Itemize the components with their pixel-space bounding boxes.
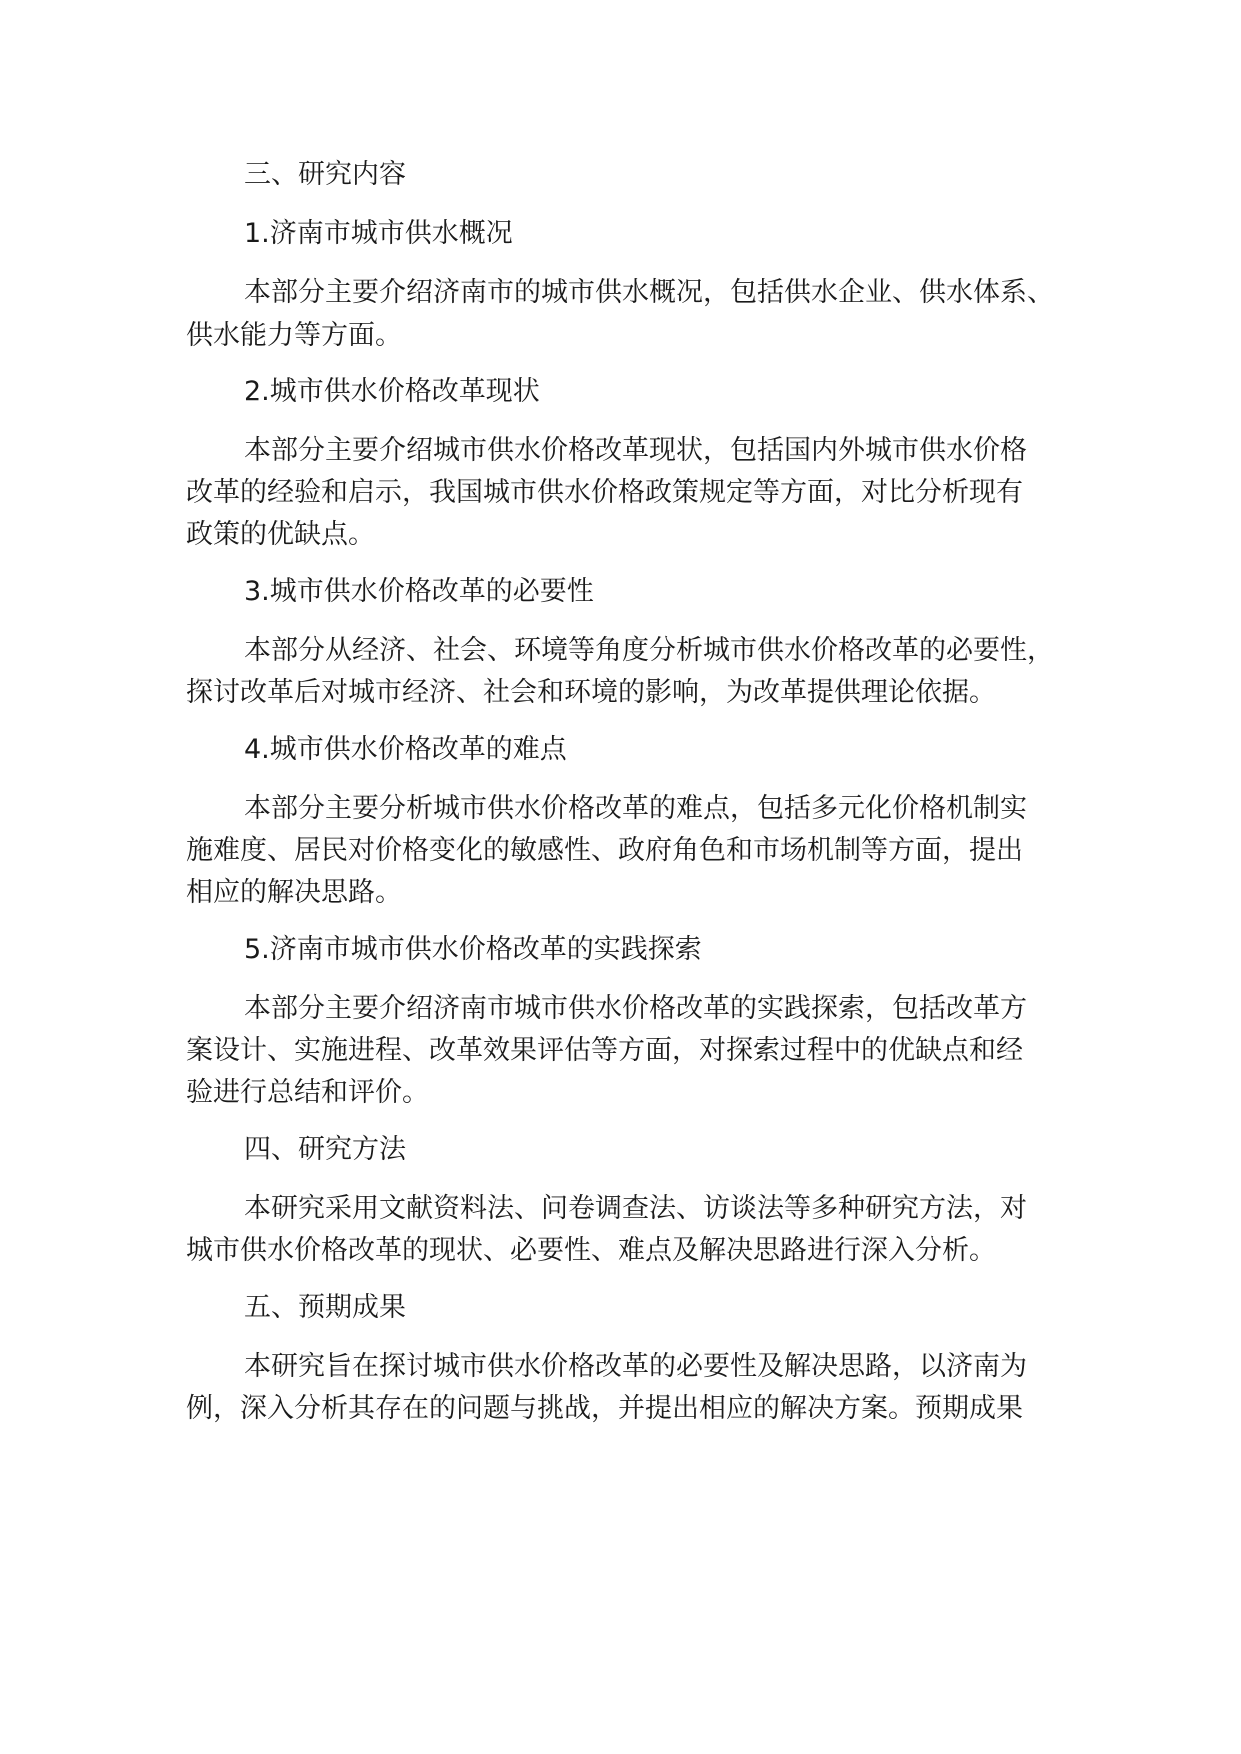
section-heading-research-content: 三、研究内容: [244, 159, 406, 190]
paragraph-line: 探讨改革后对城市经济、社会和环境的影响，为改革提供理论依据。: [186, 677, 996, 708]
paragraph-line: 本部分主要介绍济南市城市供水价格改革的实践探索，包括改革方: [244, 993, 1027, 1024]
subsection-heading-5: 5.济南市城市供水价格改革的实践探索: [244, 934, 702, 965]
paragraph-line: 本研究采用文献资料法、问卷调查法、访谈法等多种研究方法，对: [244, 1193, 1027, 1224]
paragraph-line: 本部分从经济、社会、环境等角度分析城市供水价格改革的必要性，: [244, 635, 1054, 666]
section-heading-research-methods: 四、研究方法: [244, 1134, 406, 1165]
paragraph-line: 案设计、实施进程、改革效果评估等方面，对探索过程中的优缺点和经: [186, 1035, 1023, 1066]
paragraph-line: 本研究旨在探讨城市供水价格改革的必要性及解决思路，以济南为: [244, 1351, 1027, 1382]
paragraph-line: 本部分主要介绍济南市的城市供水概况，包括供水企业、供水体系、: [244, 277, 1054, 308]
paragraph-line: 验进行总结和评价。: [186, 1077, 429, 1108]
paragraph-line: 政策的优缺点。: [186, 519, 375, 550]
subsection-heading-2: 2.城市供水价格改革现状: [244, 376, 540, 407]
paragraph-line: 相应的解决思路。: [186, 877, 402, 908]
paragraph-line: 城市供水价格改革的现状、必要性、难点及解决思路进行深入分析。: [186, 1235, 996, 1266]
paragraph-line: 例，深入分析其存在的问题与挑战，并提出相应的解决方案。预期成果: [186, 1393, 1023, 1424]
paragraph-line: 改革的经验和启示，我国城市供水价格政策规定等方面，对比分析现有: [186, 477, 1023, 508]
section-heading-expected-results: 五、预期成果: [244, 1292, 406, 1323]
paragraph-line: 本部分主要分析城市供水价格改革的难点，包括多元化价格机制实: [244, 793, 1027, 824]
paragraph-line: 施难度、居民对价格变化的敏感性、政府角色和市场机制等方面，提出: [186, 835, 1023, 866]
subsection-heading-4: 4.城市供水价格改革的难点: [244, 734, 567, 765]
subsection-heading-3: 3.城市供水价格改革的必要性: [244, 576, 594, 607]
subsection-heading-1: 1.济南市城市供水概况: [244, 218, 513, 249]
paragraph-line: 本部分主要介绍城市供水价格改革现状，包括国内外城市供水价格: [244, 435, 1027, 466]
paragraph-line: 供水能力等方面。: [186, 320, 402, 351]
